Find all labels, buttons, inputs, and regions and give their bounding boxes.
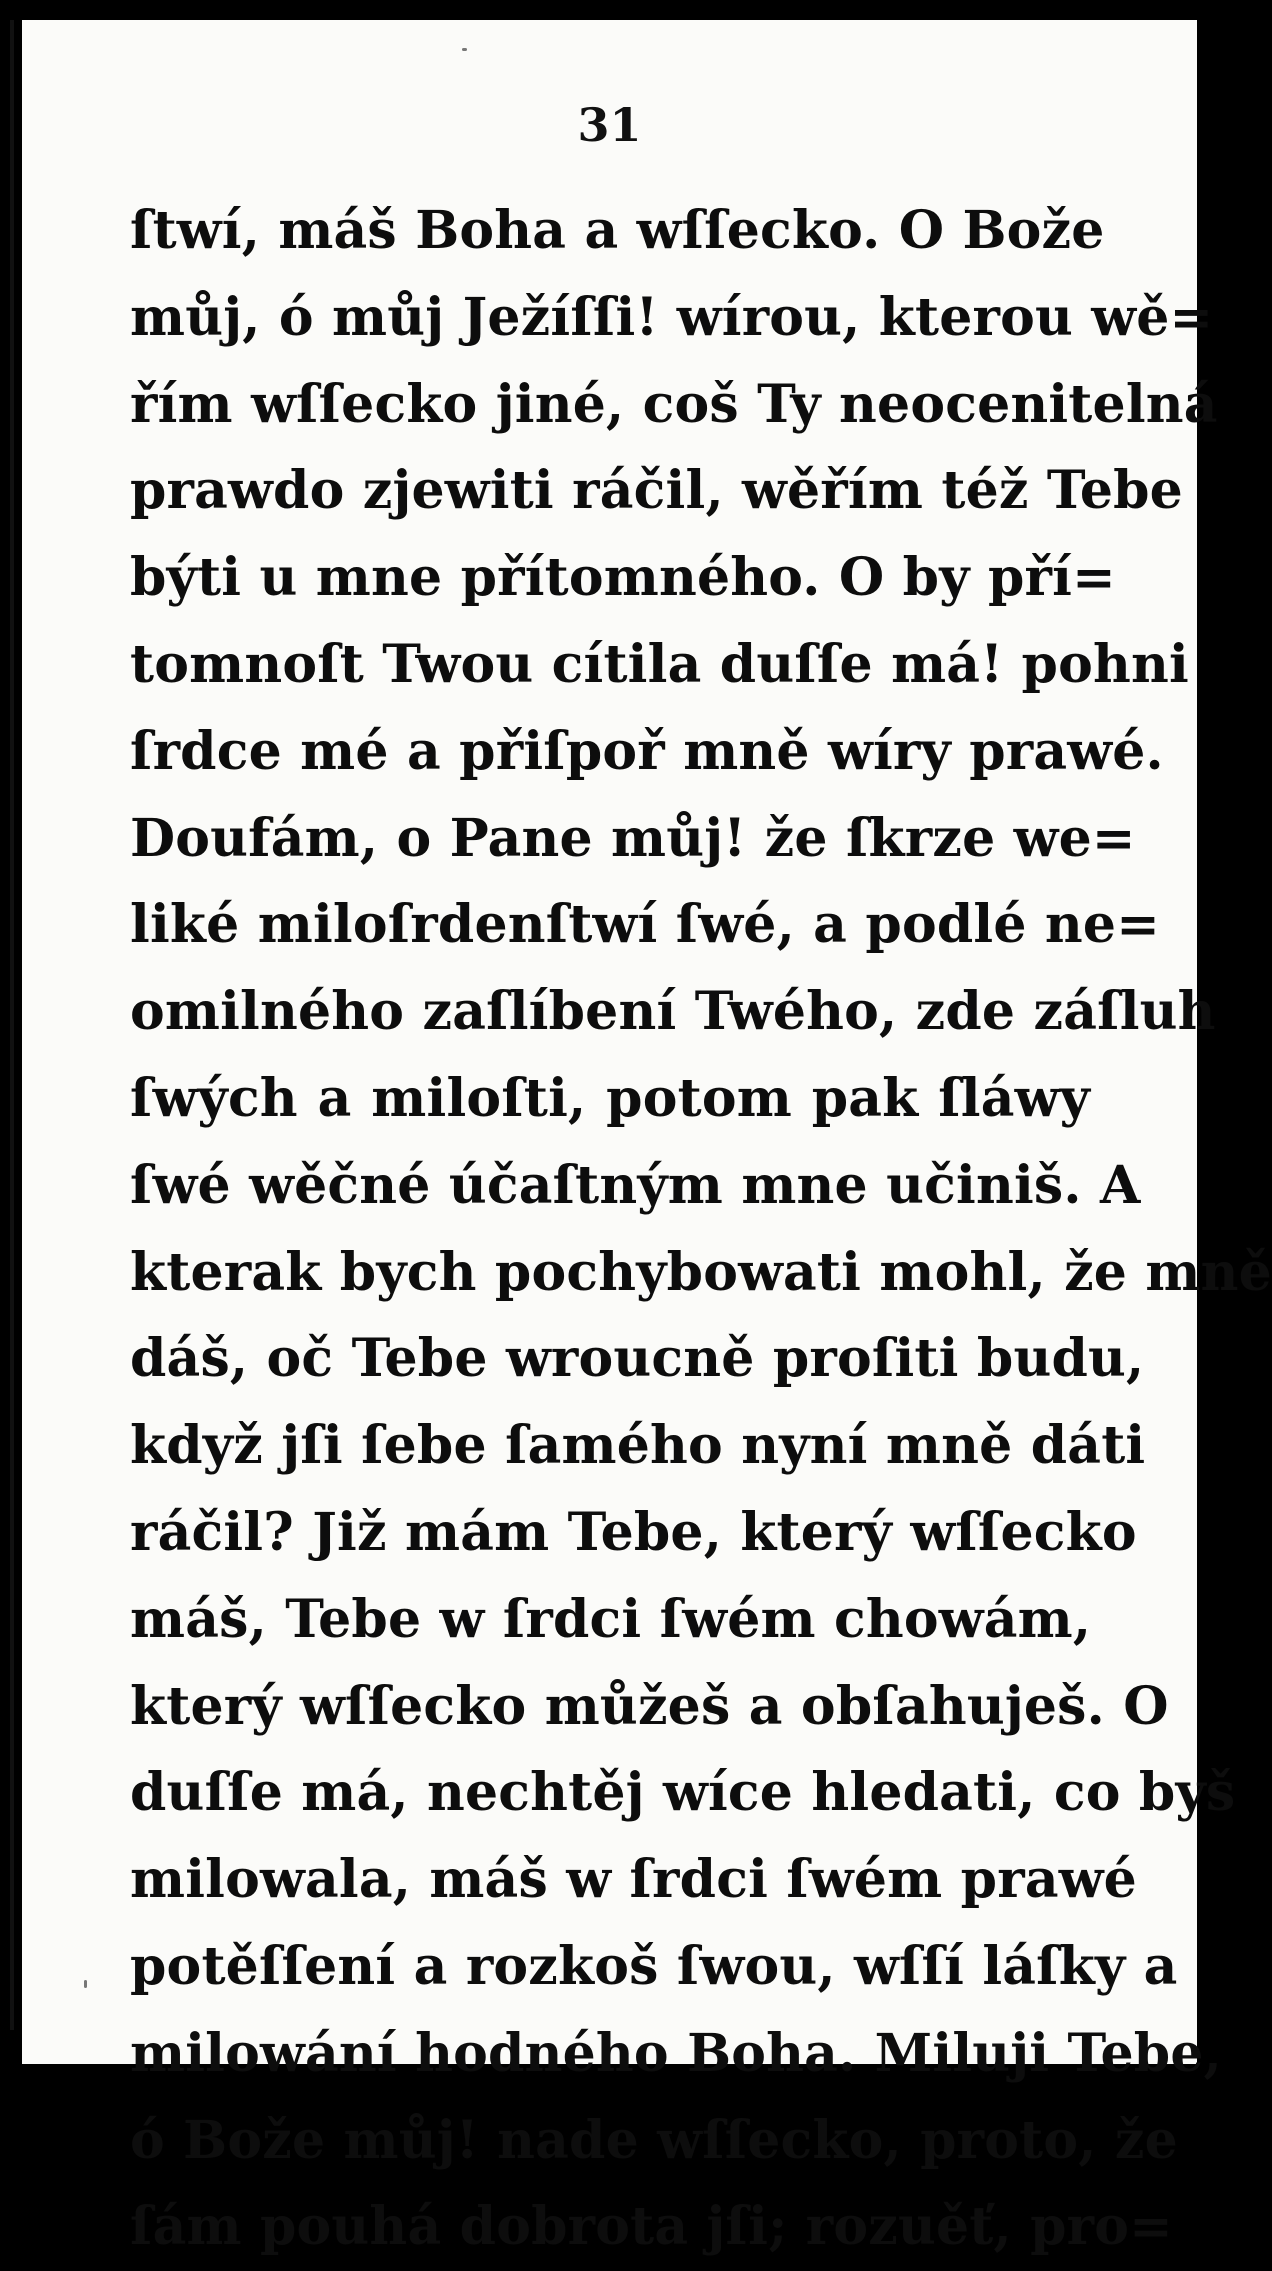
page-edge-rule xyxy=(10,20,14,2030)
paper-speck xyxy=(84,1980,87,1988)
text-line: Doufám, o Pane můj! že ſkrze we= xyxy=(130,807,1136,869)
text-line: liké miloſrdenſtwí ſwé, a podlé ne= xyxy=(130,894,1160,956)
text-line: ſwé wěčné účaſtným mne učiniš. A xyxy=(130,1154,1141,1216)
text-line: když jſi ſebe ſamého nyní mně dáti xyxy=(130,1415,1146,1477)
text-line: máš, Tebe w ſrdci ſwém chowám, xyxy=(130,1588,1092,1650)
paper-speck xyxy=(462,48,467,51)
text-line: býti u mne přítomného. O by pří= xyxy=(130,547,1116,609)
text-line: milowání hodného Boha. Miluji Tebe, xyxy=(130,2022,1222,2084)
text-line: řím wſſecko jiné, coš Ty neocenitelná xyxy=(130,373,1218,435)
text-line: který wſſecko můžeš a obſahuješ. O xyxy=(130,1675,1169,1737)
page-number: 31 xyxy=(577,98,642,152)
text-line: ſám pouhá dobrota jſi; rozuěť, pro= xyxy=(130,2196,1173,2258)
text-line: kterak bych pochybowati mohl, že mně xyxy=(130,1241,1272,1303)
text-line: milowala, máš w ſrdci ſwém prawé xyxy=(130,1849,1137,1911)
text-line: můj, ó můj Ježíſſi! wírou, kterou wě= xyxy=(130,286,1214,348)
text-line: prawdo zjewiti ráčil, wěřím též Tebe xyxy=(130,460,1183,522)
text-line: potěſſení a rozkoš ſwou, wſſí láſky a xyxy=(130,1935,1178,1997)
text-line: duſſe má, nechtěj wíce hledati, co byš xyxy=(130,1762,1236,1824)
text-line: tomnoſt Twou cítila duſſe má! pohni xyxy=(130,633,1189,695)
text-line: ó Bože můj! nade wſſecko, proto, že xyxy=(130,2109,1178,2171)
body-text xyxy=(130,188,1272,2271)
text-line: ráčil? Již mám Tebe, který wſſecko xyxy=(130,1501,1137,1563)
book-page xyxy=(22,20,1272,2258)
text-line: ſwých a miloſti, potom pak ſláwy xyxy=(130,1067,1090,1129)
text-line: dáš, oč Tebe wroucně proſiti budu, xyxy=(130,1328,1145,1390)
text-line: omilného zaſlíbení Twého, zde záſluh xyxy=(130,981,1216,1043)
text-line: ſtwí, máš Boha a wſſecko. O Bože xyxy=(130,200,1105,261)
text-line: ſrdce mé a přiſpoř mně wíry prawé. xyxy=(130,720,1164,782)
